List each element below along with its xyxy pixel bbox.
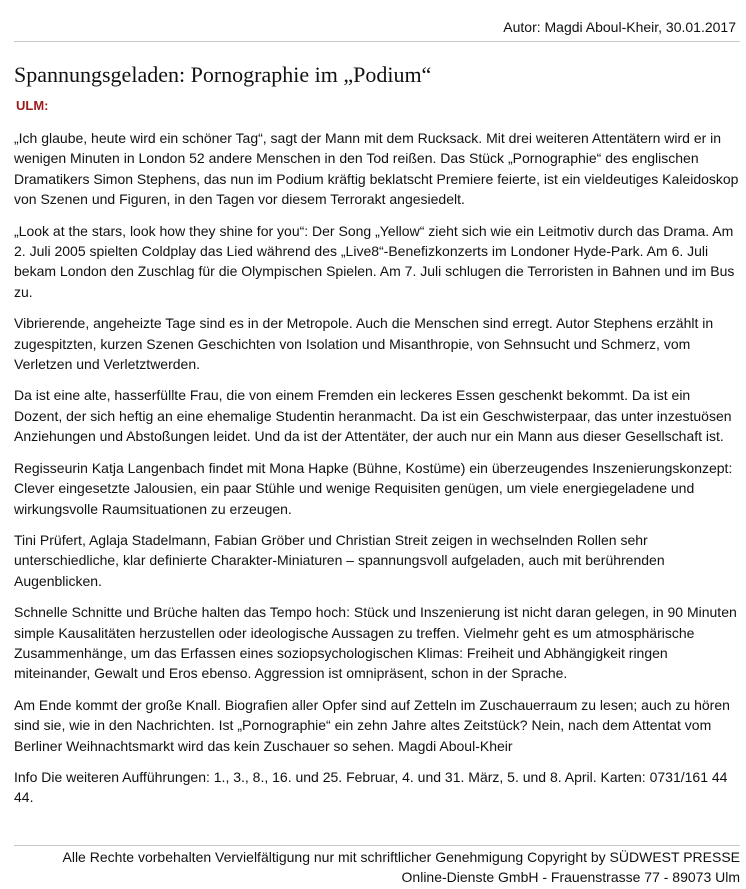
copyright-line-1: Alle Rechte vorbehalten Vervielfältigung nur mit schriftlicher Genehmigung Copyright by SÜDWEST PRESSE <box>62 849 740 865</box>
article-headline: Spannungsgeladen: Pornographie im „Podium“ <box>14 62 432 87</box>
article-body <box>14 128 742 819</box>
paragraph-2: „Look at the stars, look how they shine for you“: Der Song „Yellow“ zieht sich wie ein Leitmotiv durch das Drama. Am 2. Juli 2005 spielten Coldplay das Lied während des „Live8“-Benefizkonzerts im Londoner Hyde-Park. Am 6. Juli bekam London den Zuschlag für die Olympischen Spielen. Am 7. Juli schlugen die Terroristen in Bahnen und im Bus zu. <box>14 222 735 300</box>
info-paragraph: Info Die weiteren Aufführungen: 1., 3., 8., 16. und 25. Februar, 4. und 31. März, 5. und 8. April. Karten: 0731/161 44 44. <box>14 768 728 806</box>
copyright-footer <box>12 847 740 887</box>
location-label: ULM: <box>16 98 49 113</box>
paragraph-5: Regisseurin Katja Langenbach findet mit Mona Hapke (Bühne, Kostüme) ein überzeugendes Inszenierungskonzept: Clever eingesetzte Jalousien, ein paar Stühle und wenige Requisiten genügen, um viele energiegeladene und wirkungsvolle Raumsituationen zu erzeugen. <box>14 459 733 517</box>
copyright-line-2: Online-Dienste GmbH - Frauenstrasse 77 - 89073 Ulm <box>401 869 740 885</box>
paragraph-4: Da ist eine alte, hasserfüllte Frau, die von einem Fremden ein leckeres Essen geschenkt bekommt. Da ist ein Dozent, der sich heftig an eine ehemalige Studentin heranmacht. Da ist ein Geschwisterpaar, das unter inzestuösen Anziehungen und Abstoßungen leidet. Und da ist der Attentäter, der auch nur ein Mann aus dieser Gesellschaft ist. <box>14 387 732 445</box>
paragraph-1: „Ich glaube, heute wird ein schöner Tag“, sagt der Mann mit dem Rucksack. Mit drei weiteren Attentätern wird er in wenigen Minuten in London 52 andere Menschen in den Tod reißen. Das Stück „Pornographie“ des englischen Dramatikers Simon Stephens, das nun im Podium kräftig beklatscht Premiere feierte, ist ein vieldeutiges Kaleidoskop von Szenen und Figuren, in den Tagen vor diesem Terrorakt angesiedelt. <box>14 130 739 208</box>
top-divider <box>14 41 740 42</box>
author-date-byline: Autor: Magdi Aboul-Kheir, 30.01.2017 <box>503 19 736 35</box>
paragraph-8: Am Ende kommt der große Knall. Biografien aller Opfer sind auf Zetteln im Zuschauerraum zu lesen; auch zu hören sind sie, wie in den Nachrichten. Ist „Pornographie“ ein zehn Jahre altes Zeitstück? Nein, nach dem Attentat vom Berliner Weihnachtsmarkt wird das kein Zuschauer so sehen. Magdi Aboul-Kheir <box>14 696 730 754</box>
paragraph-3: Vibrierende, angeheizte Tage sind es in der Metropole. Auch die Menschen sind erregt. Autor Stephens erzählt in zugespitzten, kurzen Szenen Geschichten von Isolation und Misanthropie, von Sehnsucht und Schmerz, vom Verletzen und Verletztwerden. <box>14 315 714 373</box>
paragraph-6: Tini Prüfert, Aglaja Stadelmann, Fabian Gröber und Christian Streit zeigen in wechselnden Rollen sehr unterschiedliche, klar definierte Charakter-Miniaturen – spannungsvoll aufgeladen, auch mit berührenden Augenblicken. <box>14 531 665 589</box>
bottom-divider <box>14 845 740 846</box>
paragraph-7: Schnelle Schnitte und Brüche halten das Tempo hoch: Stück und Inszenierung ist nicht daran gelegen, in 90 Minuten simple Kausalitäten herzustellen oder ideologische Aussagen zu treffen. Vielmehr geht es um atmosphärische Zusammenhänge, um das Erfassen eines soziopsychologischen Klimas: Freiheit und Abhängigkeit ringen miteinander, Gewalt und Eros ebenso. Aggression ist omnipräsent, schon in der Sprache. <box>14 604 737 682</box>
